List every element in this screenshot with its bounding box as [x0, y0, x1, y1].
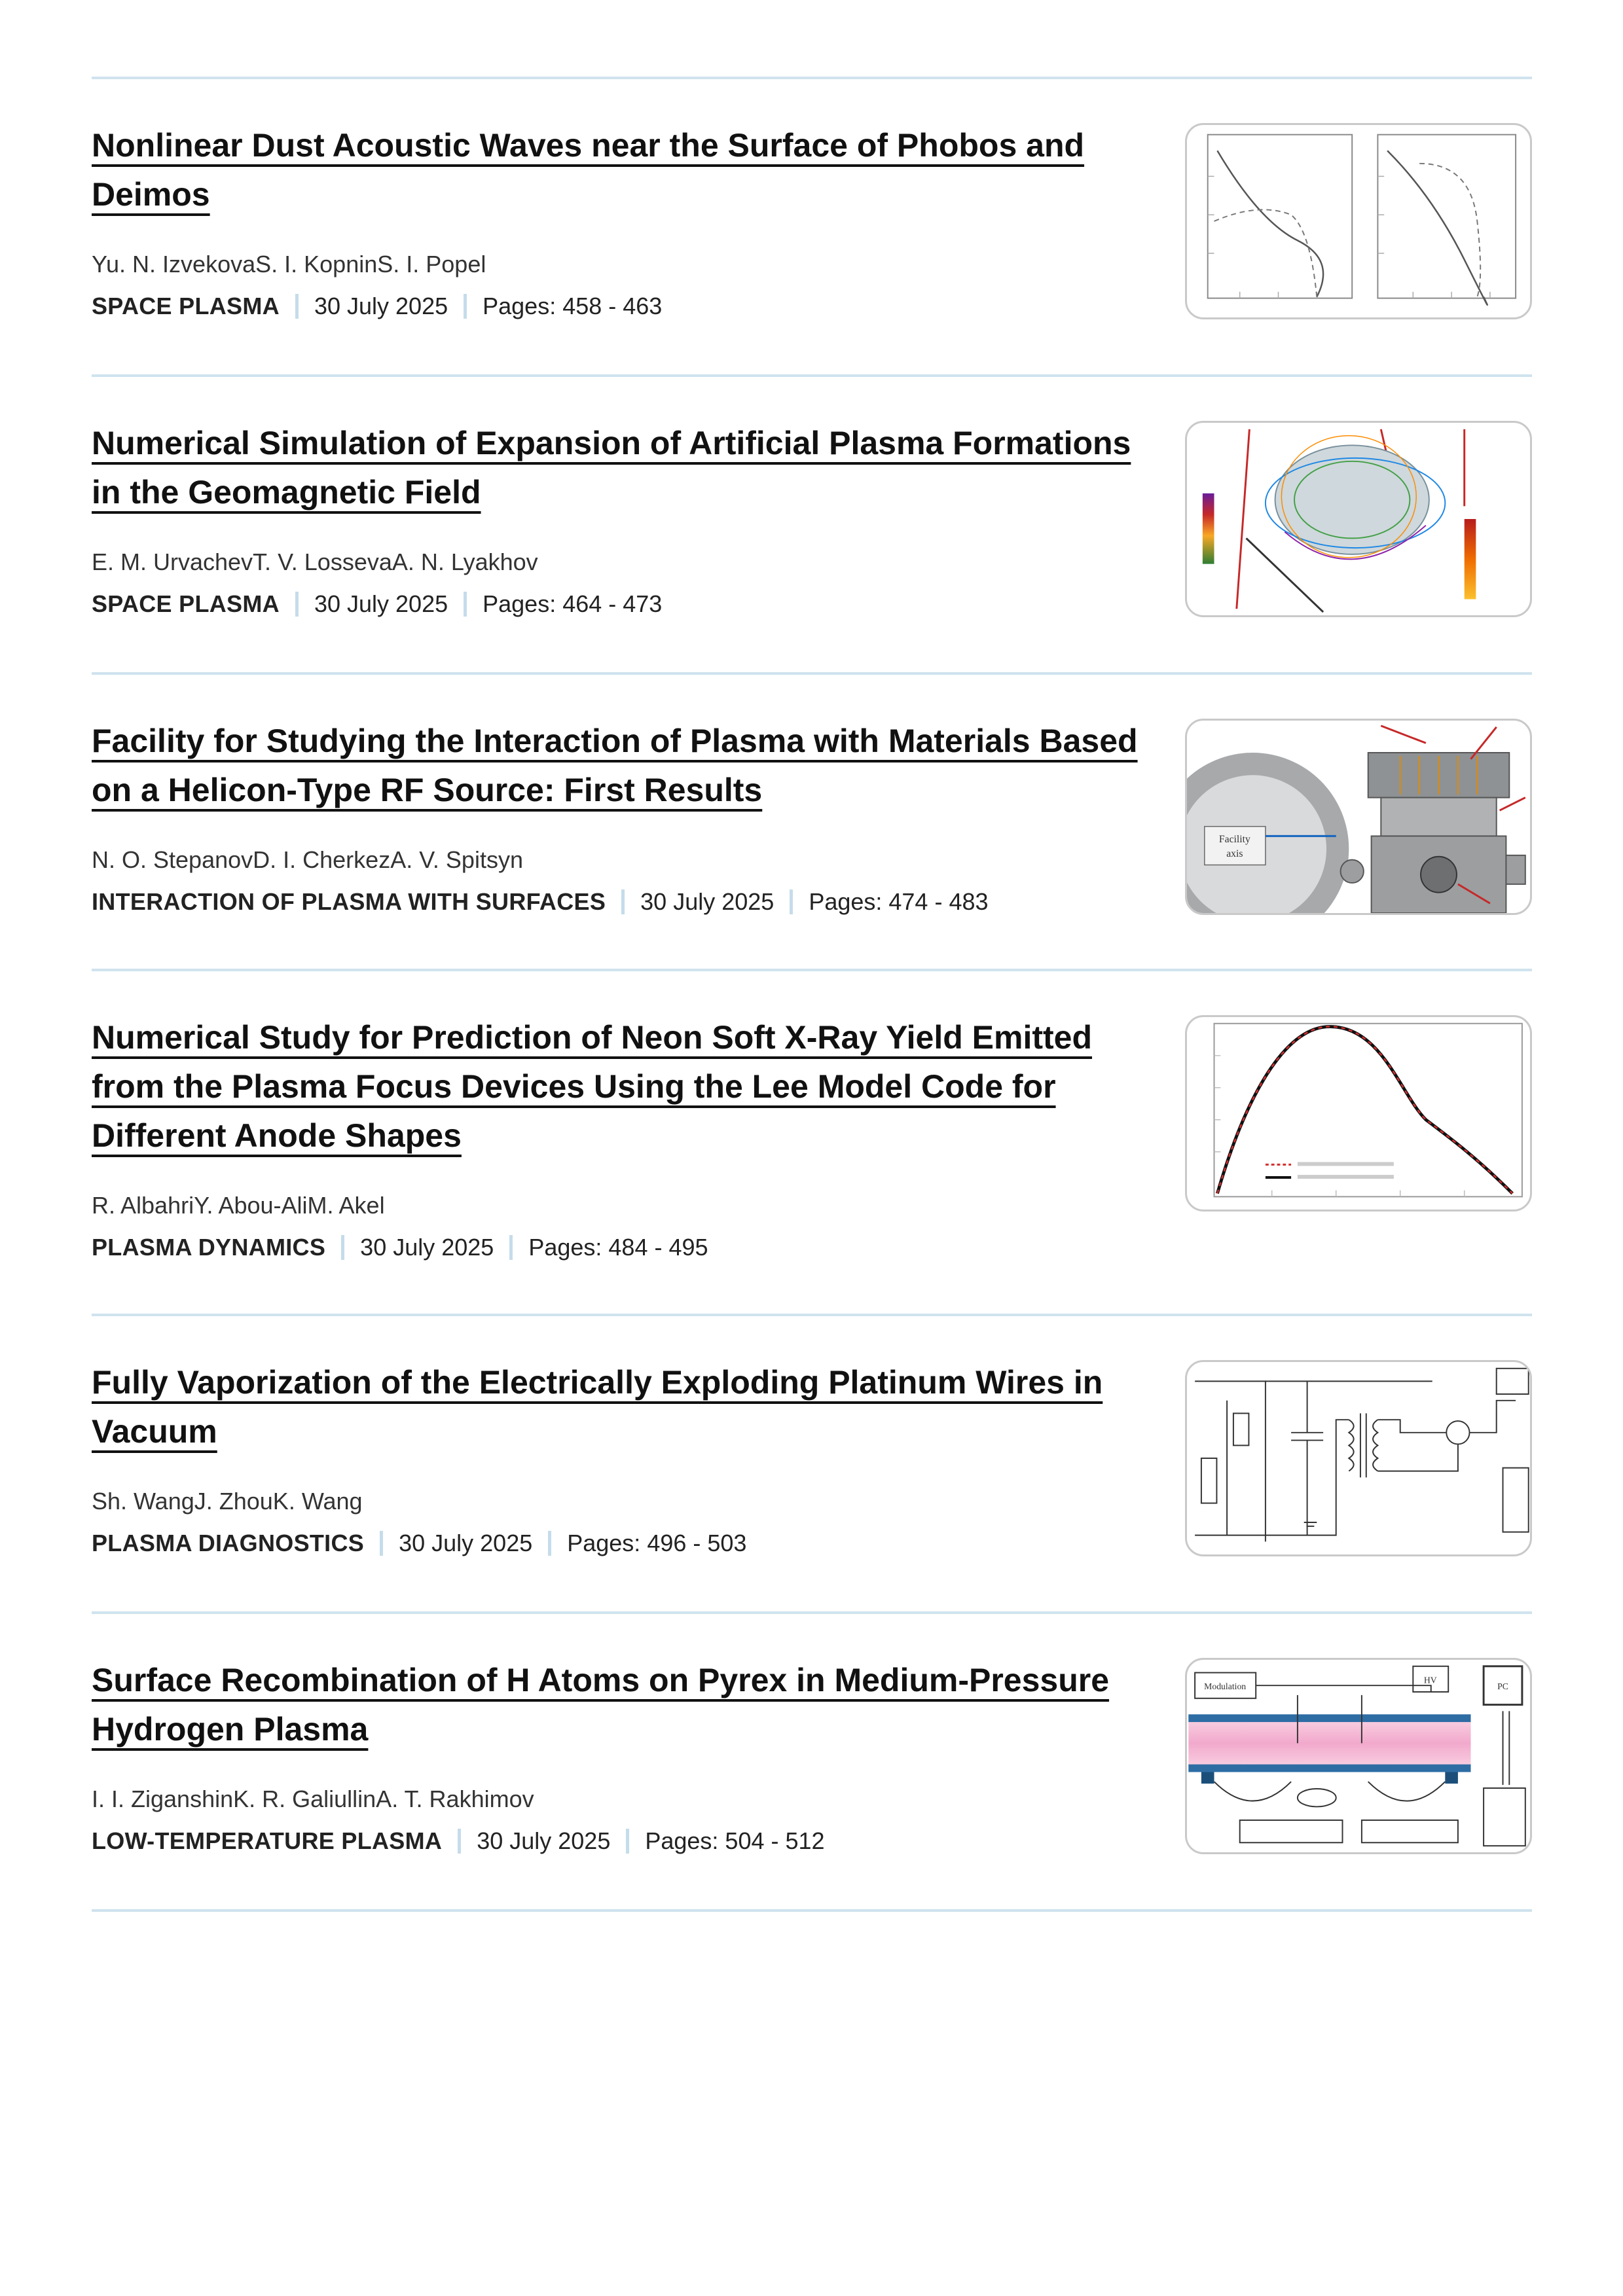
axis-label: axis [1226, 848, 1243, 859]
article-title-link[interactable]: Fully Vaporization of the Electrically Exploding Platinum Wires in Vacuum [92, 1364, 1103, 1450]
meta-separator [790, 889, 793, 914]
modulation-label: Modulation [1204, 1681, 1247, 1692]
meta-separator [509, 1235, 513, 1260]
article-thumbnail[interactable] [1185, 1658, 1532, 1854]
page-range: Pages: 504 - 512 [645, 1827, 825, 1854]
circuit-diagram-figure [1187, 1362, 1530, 1554]
article-meta [92, 293, 662, 320]
article-authors: Yu. N. IzvekovaS. I. KopninS. I. Popel [92, 251, 486, 278]
article-meta [92, 1234, 708, 1261]
current-waveform-figure [1187, 1017, 1530, 1210]
article-meta [92, 1827, 825, 1855]
section-link[interactable]: LOW-TEMPERATURE PLASMA [92, 1827, 443, 1854]
meta-separator [464, 592, 467, 617]
section-link[interactable]: PLASMA DYNAMICS [92, 1234, 326, 1261]
article-title-link[interactable]: Nonlinear Dust Acoustic Waves near the Surface of Phobos and Deimos [92, 127, 1085, 213]
page-range: Pages: 458 - 463 [483, 293, 663, 319]
pc-label: PC [1497, 1681, 1508, 1692]
section-link[interactable]: SPACE PLASMA [92, 293, 280, 319]
helicon-facility-figure [1187, 721, 1530, 913]
article-thumbnail[interactable] [1185, 1015, 1532, 1211]
section-link[interactable]: PLASMA DIAGNOSTICS [92, 1530, 365, 1556]
article-thumbnail[interactable] [1185, 421, 1532, 617]
article-title [92, 121, 1152, 219]
article-authors: E. M. UrvachevT. V. LossevaA. N. Lyakhov [92, 548, 538, 575]
page-range: Pages: 464 - 473 [483, 590, 663, 617]
divider [92, 77, 1532, 79]
plasma-reactor-schematic-figure [1187, 1660, 1530, 1852]
page-range: Pages: 474 - 483 [809, 888, 989, 915]
article-thumbnail[interactable] [1185, 1360, 1532, 1556]
article-title [92, 1358, 1152, 1456]
meta-separator [458, 1829, 461, 1854]
article-title [92, 419, 1152, 517]
publication-date: 30 July 2025 [360, 1234, 494, 1261]
meta-separator [464, 294, 467, 319]
meta-separator [295, 294, 299, 319]
meta-separator [621, 889, 625, 914]
hv-label: HV [1423, 1675, 1437, 1685]
article-authors: Sh. WangJ. ZhouK. Wang [92, 1488, 363, 1515]
facility-label: Facility [1218, 834, 1250, 846]
divider [92, 374, 1532, 377]
dust-wave-plots-figure [1187, 125, 1530, 317]
divider [92, 1909, 1532, 1912]
article-title [92, 1656, 1152, 1754]
meta-separator [341, 1235, 344, 1260]
publication-date: 30 July 2025 [477, 1827, 611, 1854]
article-thumbnail[interactable] [1185, 123, 1532, 319]
publication-date: 30 July 2025 [314, 293, 448, 319]
article-title-link[interactable]: Surface Recombination of H Atoms on Pyrex in Medium-Pressure Hydrogen Plasma [92, 1662, 1110, 1748]
meta-separator [548, 1531, 551, 1556]
divider [92, 1611, 1532, 1614]
section-link[interactable]: INTERACTION OF PLASMA WITH SURFACES [92, 888, 606, 915]
divider [92, 969, 1532, 971]
article-meta [92, 590, 662, 618]
plasma-formation-3d-figure [1187, 423, 1530, 615]
meta-separator [626, 1829, 629, 1854]
publication-date: 30 July 2025 [640, 888, 775, 915]
article-title-link[interactable]: Numerical Simulation of Expansion of Artificial Plasma Formations in the Geomagnetic Field [92, 425, 1131, 511]
meta-separator [380, 1531, 383, 1556]
publication-date: 30 July 2025 [399, 1530, 533, 1556]
article-title [92, 717, 1152, 815]
publication-date: 30 July 2025 [314, 590, 448, 617]
article-title [92, 1013, 1152, 1160]
divider [92, 672, 1532, 675]
article-title-link[interactable]: Facility for Studying the Interaction of Plasma with Materials Based on a Helicon-Type RF Source: First Results [92, 723, 1138, 808]
page-range: Pages: 496 - 503 [567, 1530, 747, 1556]
article-meta [92, 1530, 746, 1557]
section-link[interactable]: SPACE PLASMA [92, 590, 280, 617]
article-authors: I. I. ZiganshinK. R. GaliullinA. T. Rakhimov [92, 1785, 534, 1812]
article-title-link[interactable]: Numerical Study for Prediction of Neon Soft X-Ray Yield Emitted from the Plasma Focus Devices Using the Lee Model Code for Different Anode Shapes [92, 1019, 1093, 1154]
article-authors: R. AlbahriY. Abou-AliM. Akel [92, 1192, 385, 1219]
article-meta [92, 888, 989, 916]
divider [92, 1314, 1532, 1316]
article-thumbnail[interactable] [1185, 719, 1532, 915]
article-authors: N. O. StepanovD. I. CherkezA. V. Spitsyn [92, 846, 523, 873]
meta-separator [295, 592, 299, 617]
page-range: Pages: 484 - 495 [528, 1234, 708, 1261]
